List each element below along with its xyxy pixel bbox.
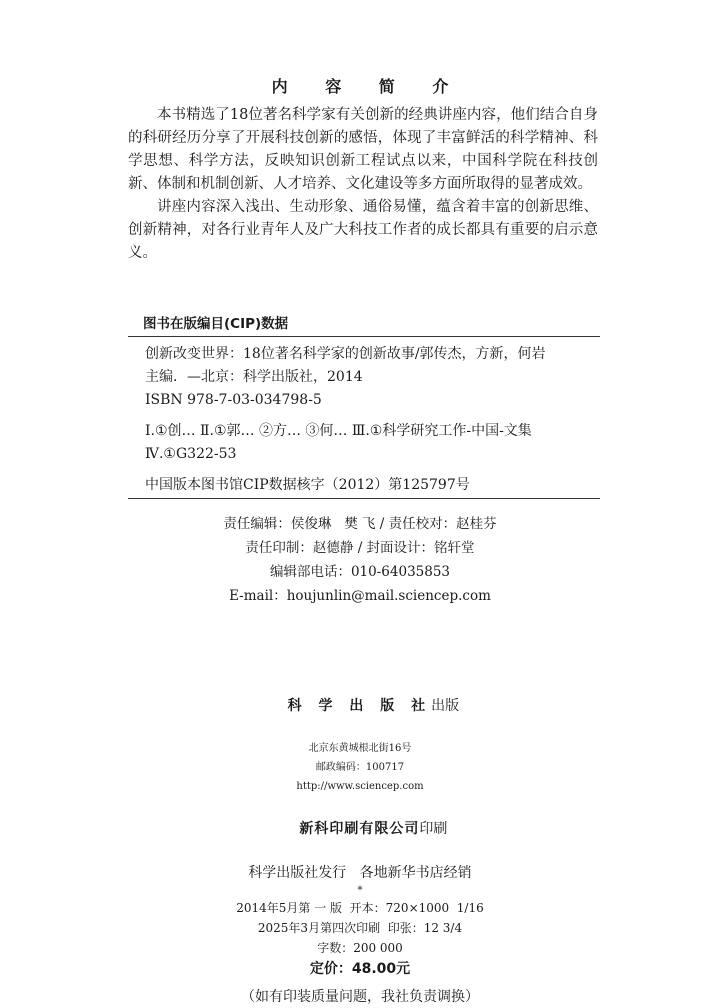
- printing-line: 2025年3月第四次印刷 印张：12 3/4: [257, 921, 463, 935]
- credits-email: E-mail：houjunlin@mail.sciencep.com: [229, 588, 491, 604]
- cip-classification-line-1: Ⅰ.①创… Ⅱ.①郭… ②方… ③何… Ⅲ.①科学研究工作-中国-文集: [145, 423, 532, 439]
- printer-name: 新科印刷有限公司: [299, 821, 420, 837]
- price: 定价：48.00元: [309, 961, 411, 977]
- edition-line: 2014年5月第 一 版 开本：720×1000 1/16: [236, 901, 484, 915]
- credits-block: [0, 512, 720, 608]
- printer-suffix: 印刷: [419, 821, 448, 837]
- cip-top-rule: [128, 336, 600, 337]
- separator-star: *: [357, 885, 363, 896]
- word-count: 字数：200 000: [317, 941, 403, 955]
- quality-note: （如有印装质量问题，我社负责调换）: [241, 989, 479, 1005]
- publisher-block: [0, 673, 720, 1008]
- publisher-name: 科 学 出 版 社: [287, 698, 432, 714]
- intro-text: [128, 104, 598, 265]
- cip-record-number: 中国版本图书馆CIP数据核字（2012）第125797号: [145, 477, 470, 493]
- publisher-website: http://www.sciencep.com: [296, 781, 424, 792]
- intro-paragraph-1: 本书精选了18位著名科学家有关创新的经典讲座内容，他们结合自身的科研经历分享了开展科技创新的感悟，体现了丰富鲜活的科学精神、科学思想、科学方法，反映知识创新工程试点以来，中国科学院在科技创新、体制和机制创新、人才培养、文化建设等多方面所取得的显著成效。: [128, 107, 598, 192]
- publisher-address: 北京东黄城根北街16号: [308, 743, 412, 754]
- cip-title-line-2: 主编．—北京：科学出版社，2014: [145, 369, 363, 385]
- cip-bottom-rule: [128, 498, 600, 499]
- cip-title-line-1: 创新改变世界：18位著名科学家的创新故事/郭传杰，方新，何岩: [145, 346, 546, 362]
- distribution-line: 科学出版社发行 各地新华书店经销: [248, 865, 472, 881]
- publisher-suffix: 出版: [431, 698, 460, 714]
- intro-paragraph-2: 讲座内容深入浅出、生动形象、通俗易懂，蕴含着丰富的创新思维、创新精神，对各行业青年人及广大科技工作者的成长都具有重要的启示意义。: [128, 199, 598, 261]
- cip-isbn: ISBN 978-7-03-034798-5: [145, 392, 322, 408]
- credits-editors: 责任编辑：侯俊琳 樊 飞 / 责任校对：赵桂芬: [223, 516, 497, 532]
- cip-block: [145, 343, 595, 497]
- intro-title: 内 容 简 介: [271, 77, 465, 96]
- publisher-postcode: 邮政编码：100717: [315, 762, 405, 773]
- credits-phone: 编辑部电话：010-64035853: [269, 564, 451, 580]
- credits-print-design: 责任印制：赵德静 / 封面设计：铭轩堂: [245, 540, 475, 556]
- cip-heading: 图书在版编目(CIP)数据: [143, 316, 289, 332]
- cip-classification-line-2: Ⅳ.①G322-53: [145, 446, 237, 462]
